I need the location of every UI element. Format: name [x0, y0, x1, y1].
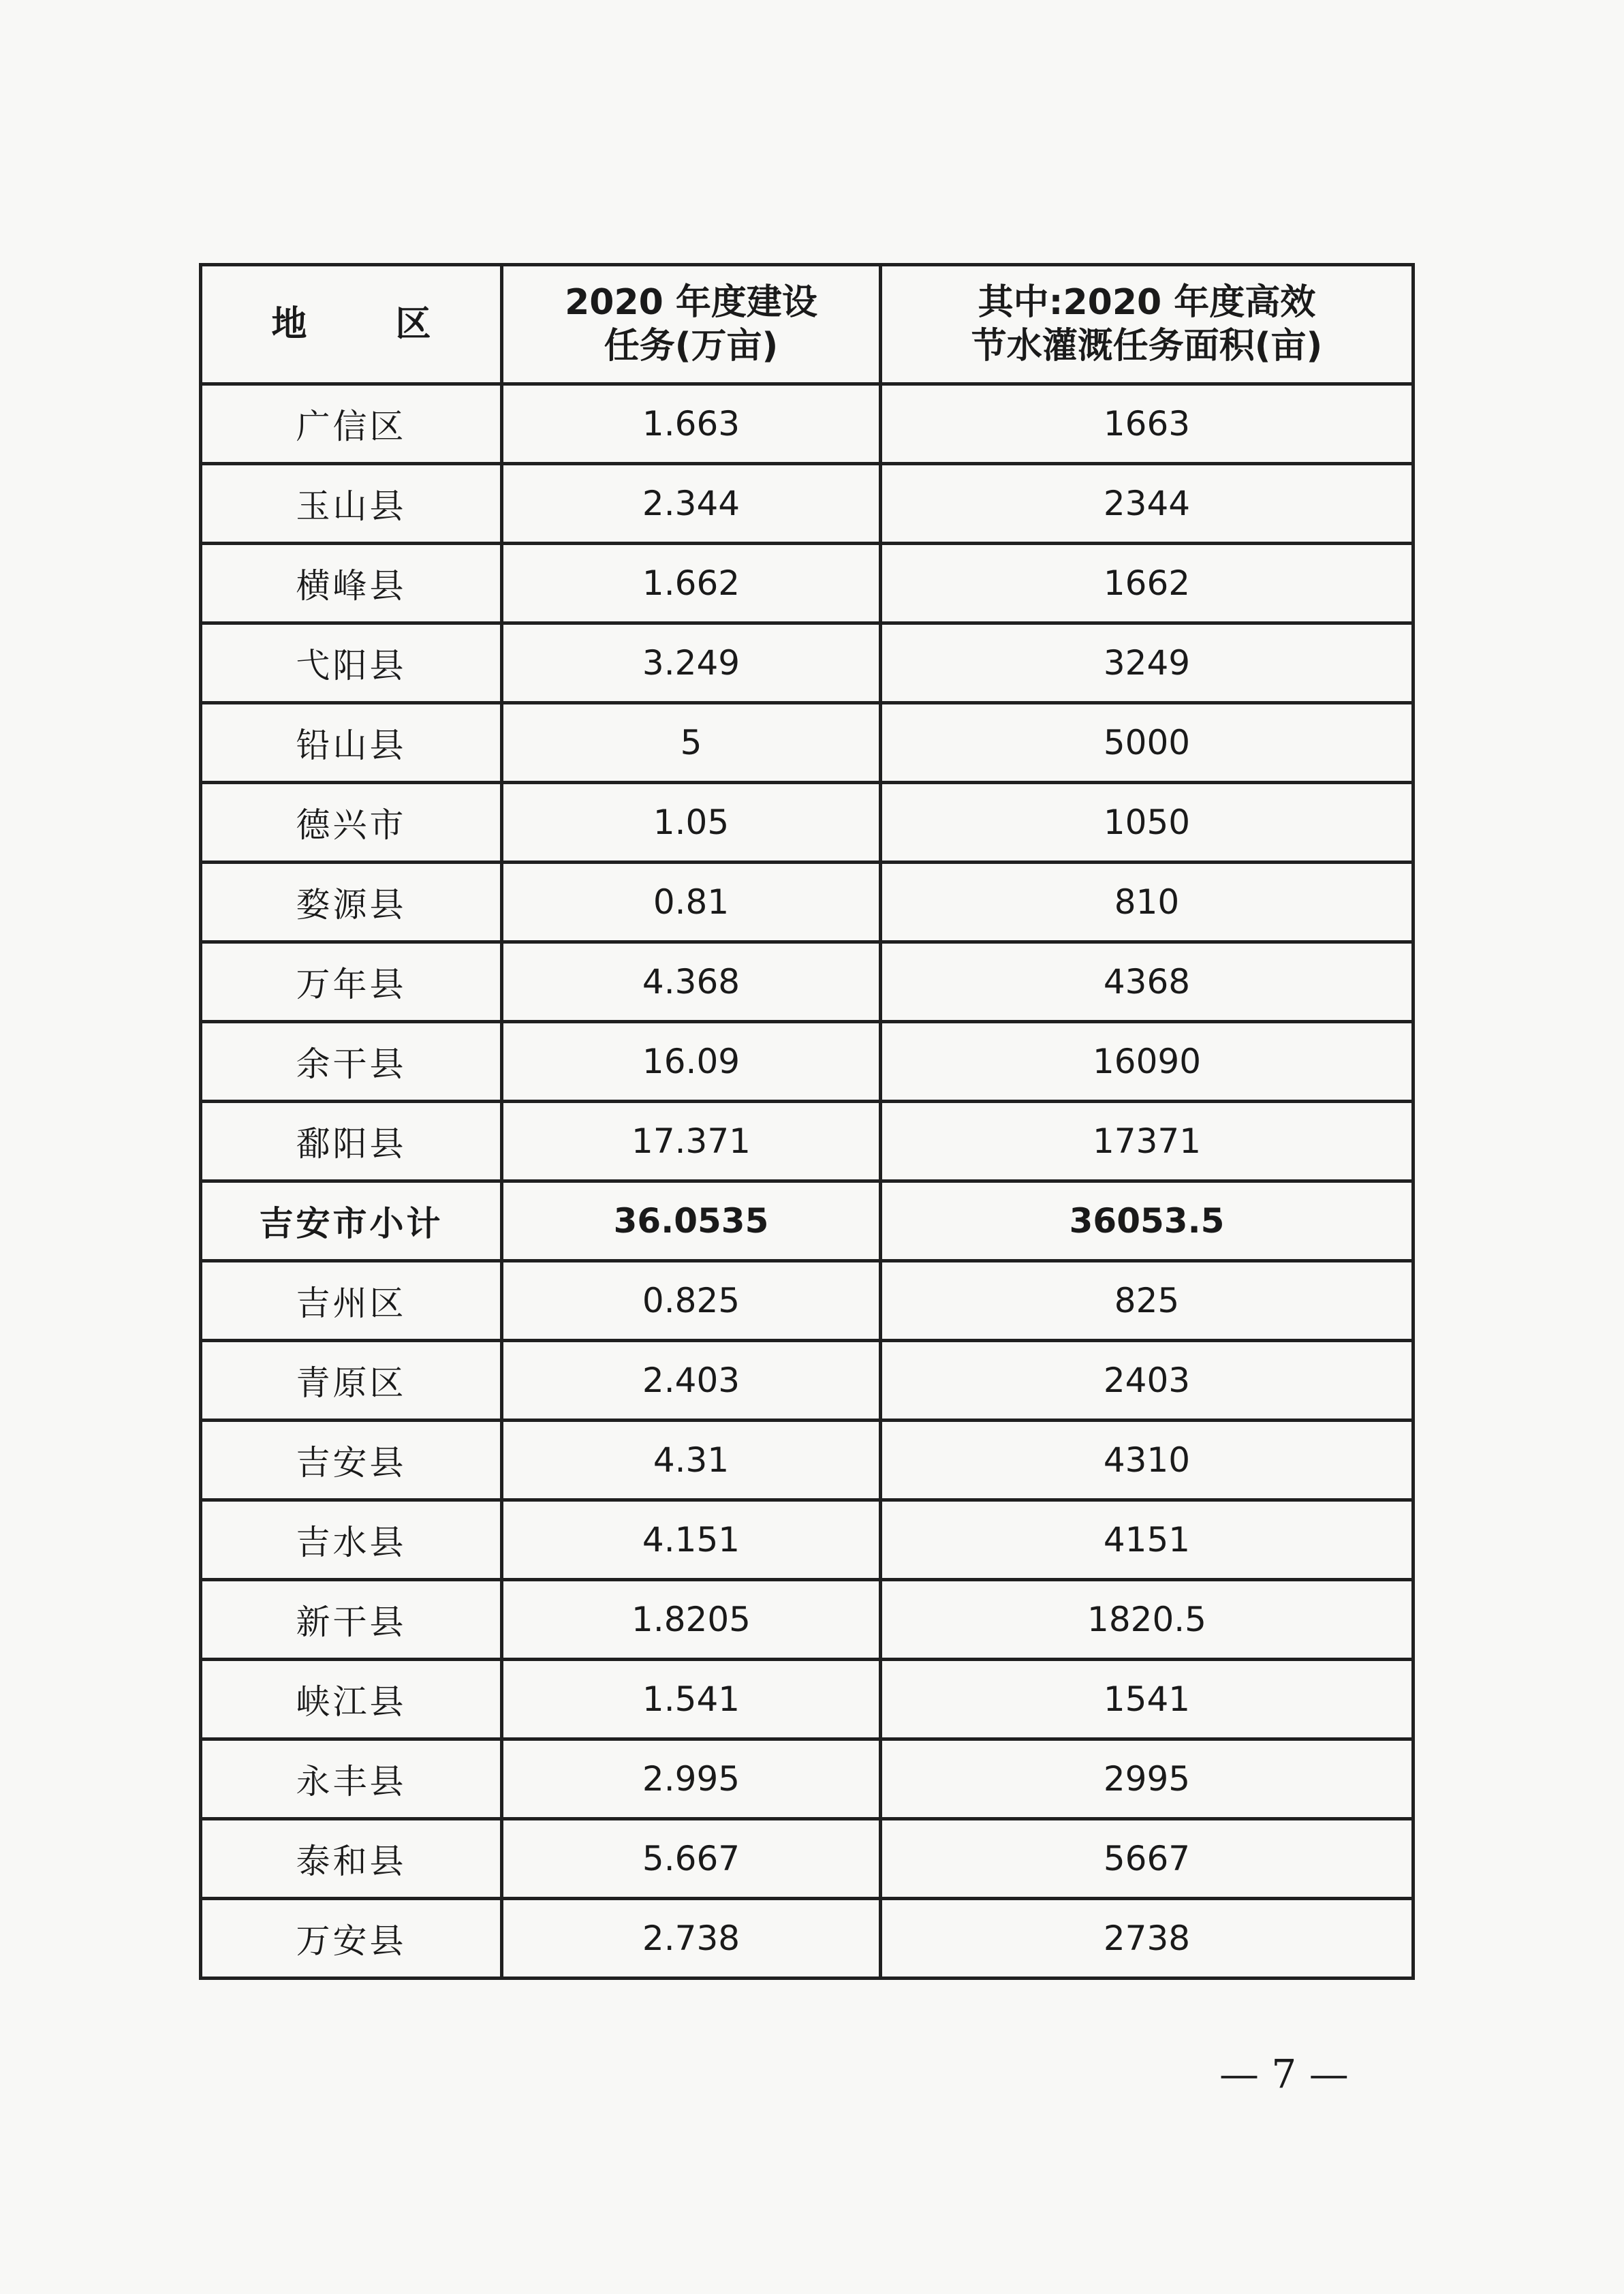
task-cell: 0.825 — [502, 1261, 881, 1341]
task-cell: 1.541 — [502, 1660, 881, 1739]
efficient-cell: 2344 — [881, 464, 1414, 544]
table-row — [201, 1819, 1414, 1899]
table-header-row — [201, 265, 1414, 384]
table-row — [201, 1181, 1414, 1261]
region-cell: 铅山县 — [201, 703, 502, 783]
efficient-cell: 2403 — [881, 1341, 1414, 1421]
table-row — [201, 863, 1414, 942]
region-cell: 万年县 — [201, 942, 502, 1022]
region-cell: 鄱阳县 — [201, 1102, 502, 1181]
region-cell: 吉安市小计 — [201, 1181, 502, 1261]
task-cell: 5.667 — [502, 1819, 881, 1899]
table-row — [201, 623, 1414, 703]
efficient-cell: 1541 — [881, 1660, 1414, 1739]
task-cell: 4.151 — [502, 1500, 881, 1580]
table-row — [201, 1899, 1414, 1979]
header-task-line1: 2020 年度建设 — [565, 282, 817, 323]
table-row — [201, 1261, 1414, 1341]
task-cell: 36.0535 — [502, 1181, 881, 1261]
region-cell: 新干县 — [201, 1580, 502, 1660]
irrigation-task-table — [199, 263, 1415, 1980]
table-row — [201, 783, 1414, 863]
header-efficient — [881, 265, 1414, 384]
region-cell: 吉安县 — [201, 1421, 502, 1500]
region-cell: 吉水县 — [201, 1500, 502, 1580]
header-task-line2: 任务(万亩) — [604, 326, 779, 367]
region-cell: 万安县 — [201, 1899, 502, 1979]
header-region-char-2: 区 — [395, 304, 431, 345]
task-cell: 16.09 — [502, 1022, 881, 1102]
efficient-cell: 1050 — [881, 783, 1414, 863]
efficient-cell: 825 — [881, 1261, 1414, 1341]
table-row — [201, 1102, 1414, 1181]
task-cell: 2.995 — [502, 1739, 881, 1819]
table-row — [201, 1341, 1414, 1421]
table-row — [201, 384, 1414, 464]
task-cell: 17.371 — [502, 1102, 881, 1181]
task-cell: 5 — [502, 703, 881, 783]
efficient-cell: 36053.5 — [881, 1181, 1414, 1261]
efficient-cell: 1662 — [881, 544, 1414, 623]
region-cell: 玉山县 — [201, 464, 502, 544]
header-efficient-line2: 节水灌溉任务面积(亩) — [971, 326, 1323, 367]
task-cell: 2.403 — [502, 1341, 881, 1421]
task-cell: 1.663 — [502, 384, 881, 464]
region-cell: 余干县 — [201, 1022, 502, 1102]
region-cell: 青原区 — [201, 1341, 502, 1421]
efficient-cell: 4368 — [881, 942, 1414, 1022]
region-cell: 广信区 — [201, 384, 502, 464]
task-cell: 4.31 — [502, 1421, 881, 1500]
region-cell: 横峰县 — [201, 544, 502, 623]
region-cell: 婺源县 — [201, 863, 502, 942]
header-efficient-line1: 其中:2020 年度高效 — [978, 282, 1316, 323]
table-row — [201, 1580, 1414, 1660]
efficient-cell: 4310 — [881, 1421, 1414, 1500]
efficient-cell: 1820.5 — [881, 1580, 1414, 1660]
task-cell: 1.662 — [502, 544, 881, 623]
efficient-cell: 17371 — [881, 1102, 1414, 1181]
region-cell: 永丰县 — [201, 1739, 502, 1819]
efficient-cell: 5667 — [881, 1819, 1414, 1899]
table-row — [201, 1660, 1414, 1739]
efficient-cell: 2995 — [881, 1739, 1414, 1819]
header-region — [201, 265, 502, 384]
task-cell: 4.368 — [502, 942, 881, 1022]
table-row — [201, 942, 1414, 1022]
efficient-cell: 3249 — [881, 623, 1414, 703]
efficient-cell: 4151 — [881, 1500, 1414, 1580]
header-region-char-1: 地 — [271, 304, 307, 345]
efficient-cell: 5000 — [881, 703, 1414, 783]
efficient-cell: 2738 — [881, 1899, 1414, 1979]
table-body — [201, 384, 1414, 1979]
page-number: — 7 — — [1219, 2051, 1349, 2097]
region-cell: 吉州区 — [201, 1261, 502, 1341]
task-cell: 2.344 — [502, 464, 881, 544]
table-row — [201, 464, 1414, 544]
header-task — [502, 265, 881, 384]
efficient-cell: 1663 — [881, 384, 1414, 464]
table-row — [201, 544, 1414, 623]
region-cell: 泰和县 — [201, 1819, 502, 1899]
efficient-cell: 16090 — [881, 1022, 1414, 1102]
table-row — [201, 1022, 1414, 1102]
region-cell: 弋阳县 — [201, 623, 502, 703]
task-cell: 2.738 — [502, 1899, 881, 1979]
region-cell: 峡江县 — [201, 1660, 502, 1739]
table-row — [201, 1421, 1414, 1500]
task-cell: 1.05 — [502, 783, 881, 863]
table-row — [201, 1500, 1414, 1580]
efficient-cell: 810 — [881, 863, 1414, 942]
task-cell: 1.8205 — [502, 1580, 881, 1660]
table-row — [201, 703, 1414, 783]
table-row — [201, 1739, 1414, 1819]
task-cell: 3.249 — [502, 623, 881, 703]
task-cell: 0.81 — [502, 863, 881, 942]
region-cell: 德兴市 — [201, 783, 502, 863]
